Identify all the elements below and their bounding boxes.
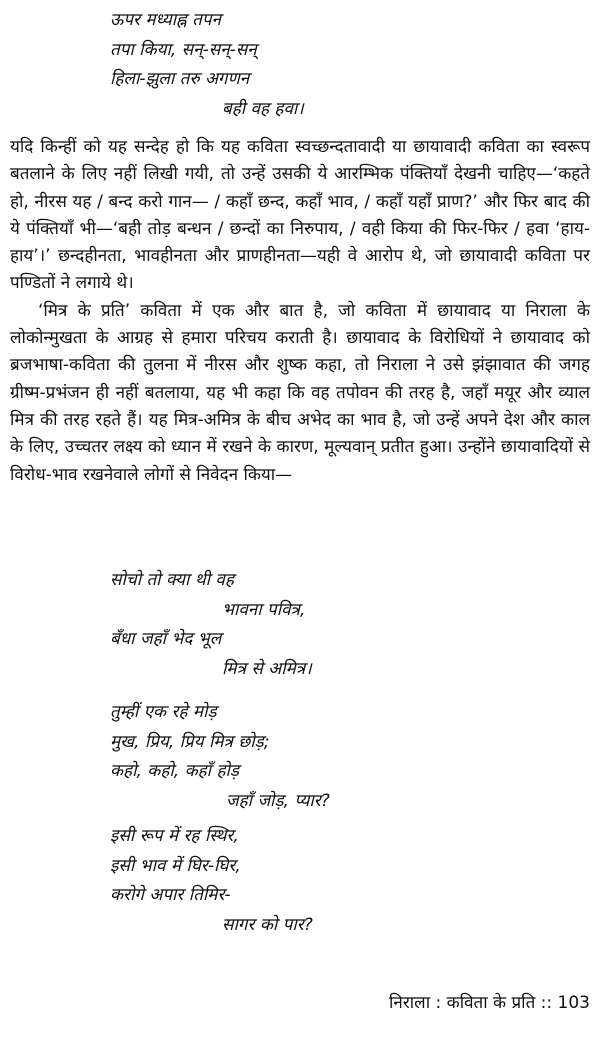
verse-line: बही वह हवा।	[222, 98, 304, 119]
body-text	[10, 134, 590, 489]
verse-line: सोचो तो क्या थी वह	[110, 570, 234, 590]
verse-line: तुम्हीं एक रहे मोड़	[110, 702, 217, 722]
verse-line: इसी भाव में घिर-घिर,	[110, 855, 241, 876]
verse-line: तपा किया, सन्-सन्-सन्	[110, 39, 257, 60]
verse-line: इसी रूप में रह स्थिर,	[110, 826, 239, 846]
verse-line: जहाँ जोड़, प्यार?	[226, 790, 330, 811]
verse-line: मुख, प्रिय, प्रिय मित्र छोड़;	[110, 731, 270, 752]
verse-line: सागर को पार?	[222, 914, 313, 935]
paragraph: यदि किन्हीं को यह सन्देह हो कि यह कविता स्वच्छन्दतावादी या छायावादी कविता का स्वरूप बतलाने के लिए नहीं लिखी गयी, तो उन्हें उसकी ये आरम्भिक पंक्तियाँ देखनी चाहिए—‘कहते हो, नीरस यह / बन्द करो गान— / कहाँ छन्द, कहाँ भाव, / कहाँ यहाँ प्राण?’ और फिर बाद की ये पंक्तियाँ भी—‘बही तोड़ बन्धन / छन्दों का निरुपाय, / वही किया की फिर-फिर / हवा ‘हाय-हाय’।’ छन्दहीनता, भावहीनता और प्राणहीनता—यही वे आरोप थे, जो छायावादी कविता पर पण्डितों ने लगाये थे।	[10, 137, 590, 294]
opening-verse	[0, 6, 600, 124]
paragraph: ‘मित्र के प्रति’ कविता में एक और बात है, जो कविता में छायावाद या निराला के लोकोन्मुखता के आग्रह से हमारा परिचय कराती है। छायावाद के विरोधियों ने छायावाद को ब्रजभाषा-कविता की तुलना में नीरस और शुष्क कहा, तो निराला ने उसे झंझावात की जगह ग्रीष्म-प्रभंजन ही नहीं बतलाया, यह भी कहा कि वह तपोवन की तरह है, जहाँ मयूर और व्याल मित्र की तरह रहते हैं। यह मित्र-अमित्र के बीच अभेद का भाव है, जो उन्हें अपने देश और काल के लिए, उच्चतर लक्ष्य को ध्यान में रखने के कारण, मूल्यवान् प्रतीत हुआ। उन्होंने छायावादियों से विरोध-भाव रखनेवाले लोगों से निवेदन किया—	[10, 300, 590, 485]
verse-line: बँधा जहाँ भेद भूल	[110, 629, 222, 649]
quoted-verse-stanza-2	[0, 698, 600, 816]
verse-line: करोगे अपार तिमिर-	[110, 885, 231, 905]
verse-line: हिला-झुला तरु अगणन	[110, 69, 250, 89]
running-footer-page-number: निराला : कविता के प्रति :: 103	[388, 993, 590, 1013]
quoted-verse-stanza-1	[0, 566, 600, 684]
quoted-verse-stanza-3	[0, 822, 600, 940]
verse-line: ऊपर मध्याह्न तपन	[110, 10, 221, 30]
verse-line: कहो, कहो, कहाँ होड़	[110, 761, 240, 781]
verse-line: भावना पवित्र,	[222, 599, 306, 620]
verse-line: मित्र से अमित्र।	[222, 658, 312, 679]
